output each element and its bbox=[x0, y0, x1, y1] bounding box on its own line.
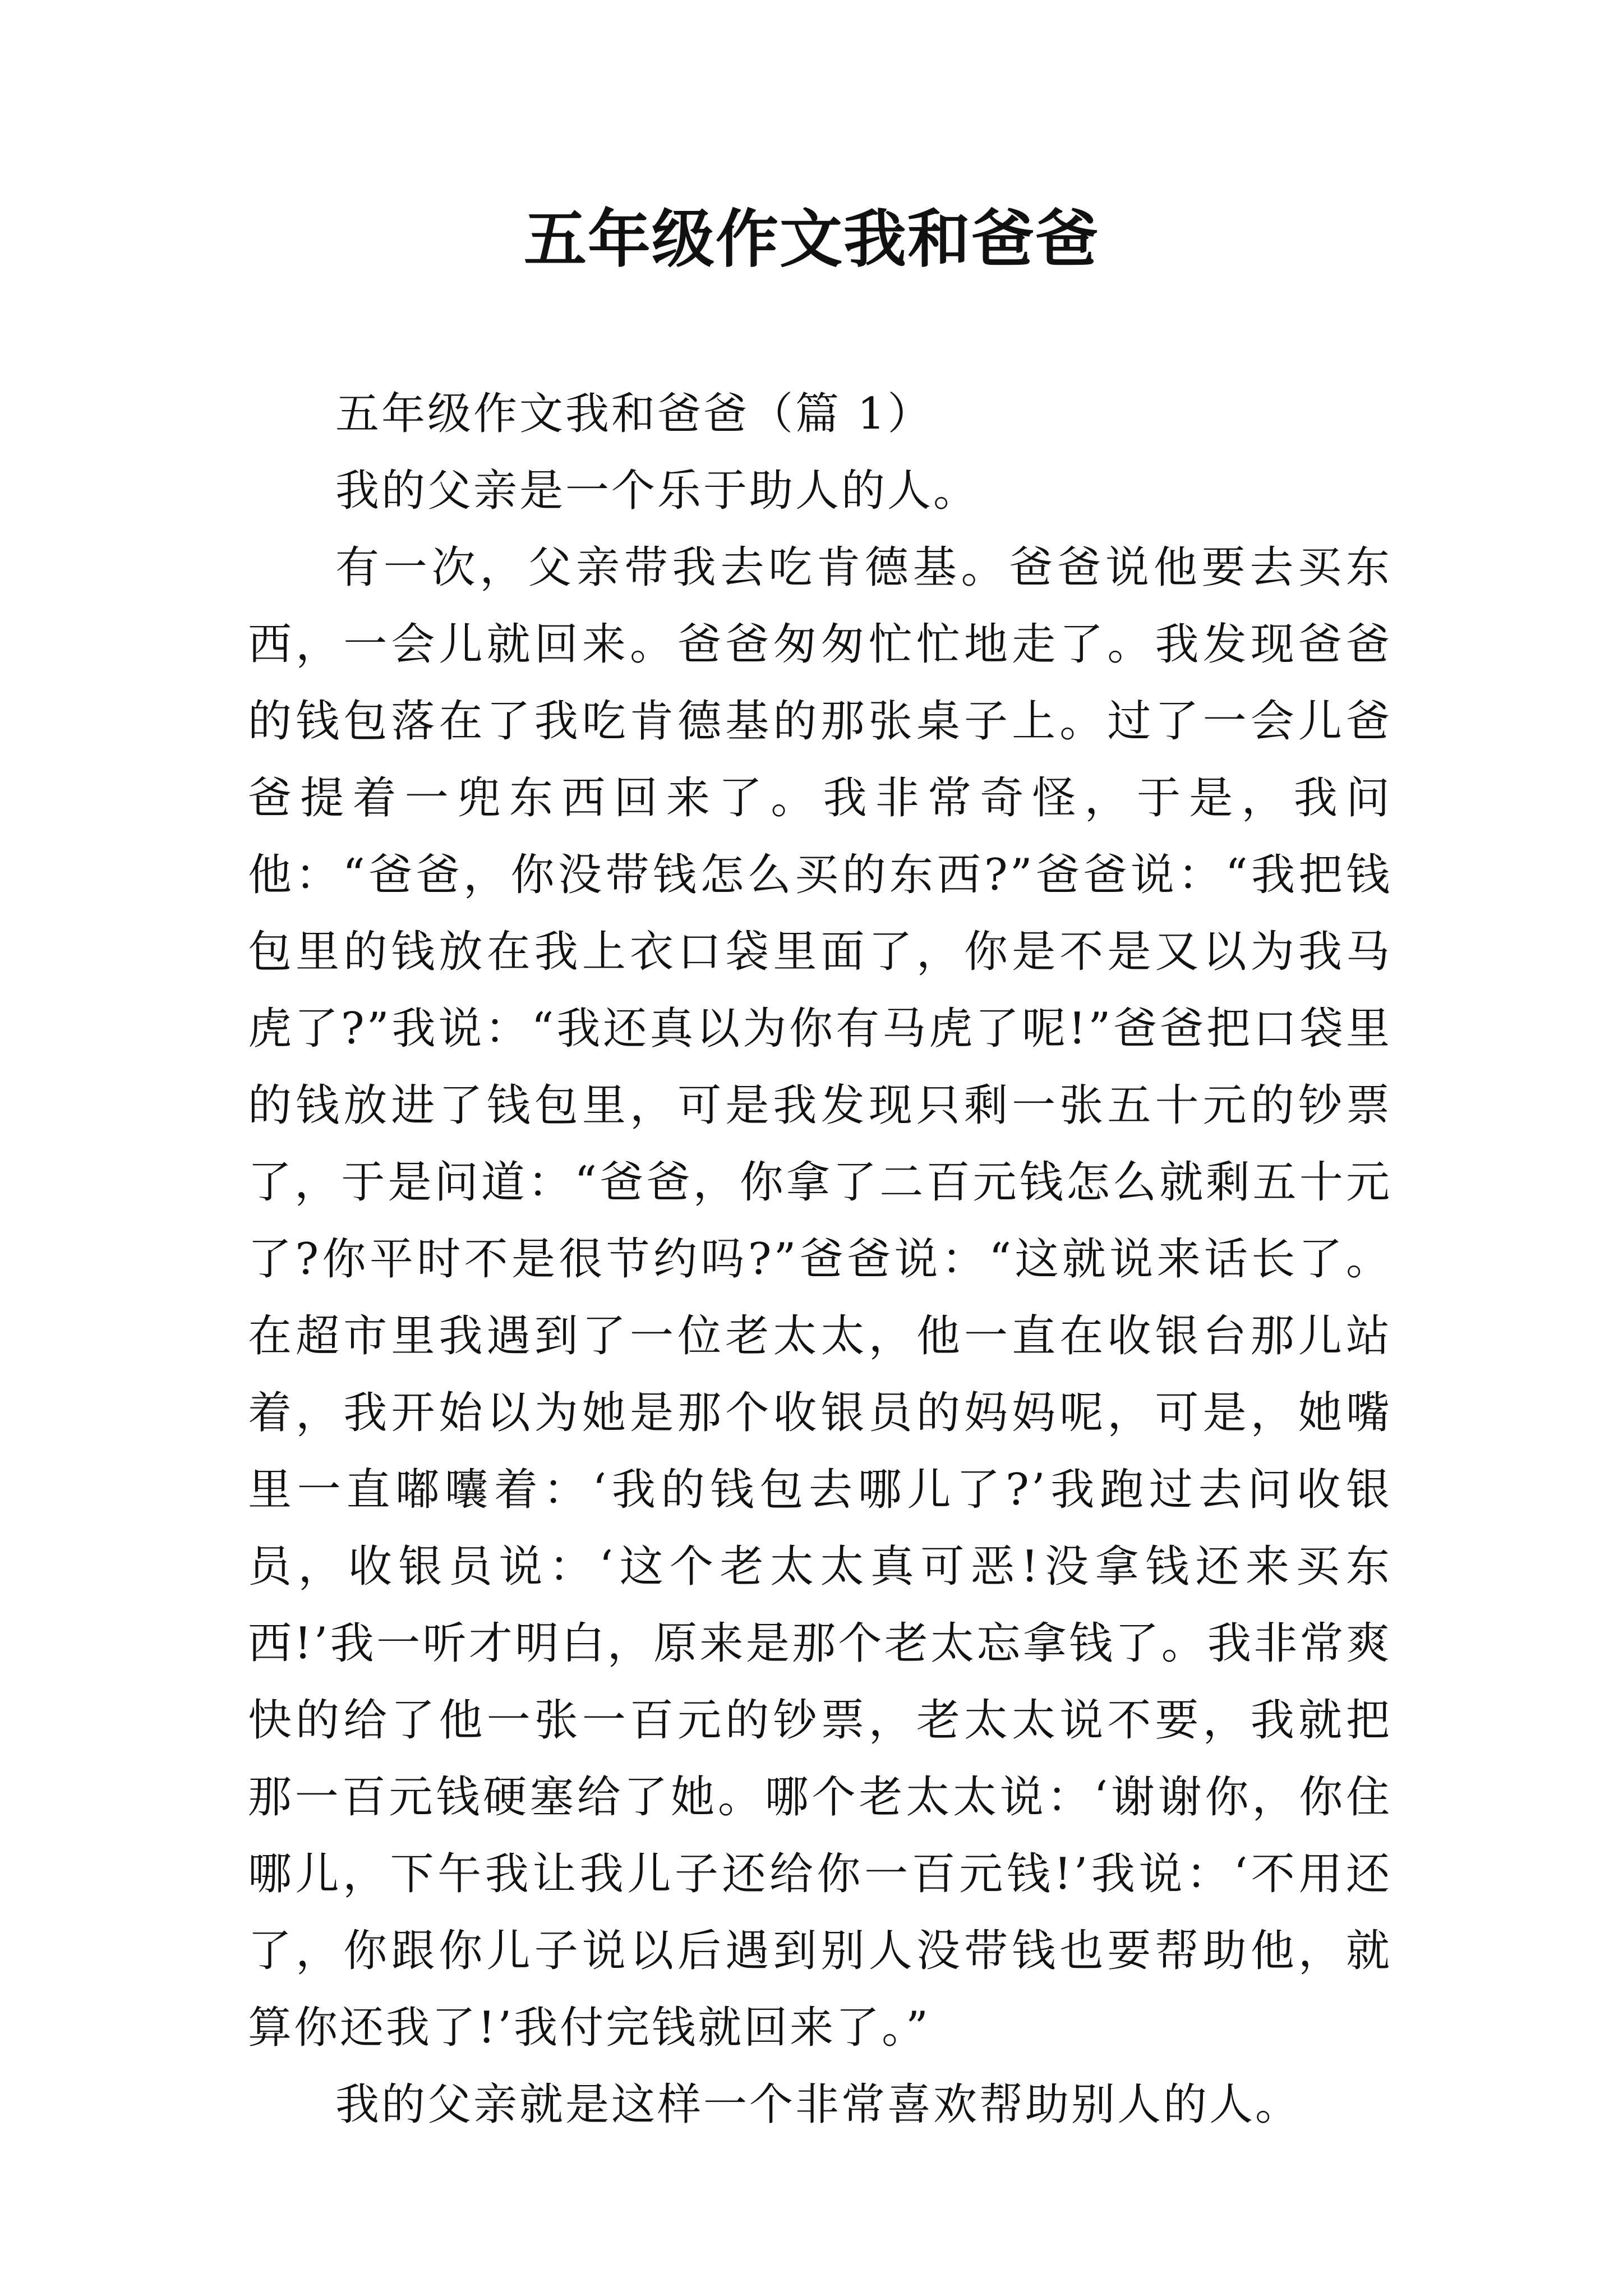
paragraph: 有一次，父亲带我去吃肯德基。爸爸说他要去买东西，一会儿就回来。爸爸匆匆忙忙地走了。我发现爸爸的钱包落在了我吃肯德基的那张桌子上。过了一会儿爸爸提着一兜东西回来了。我非常奇怪，于是，我问他：“爸爸，你没带钱怎么买的东西?”爸爸说：“我把钱包里的钱放在我上衣口袋里面了，你是不是又以为我马虎了?”我说：“我还真以为你有马虎了呢!”爸爸把口袋里的钱放进了钱包里，可是我发现只剩一张五十元的钞票了，于是问道：“爸爸，你拿了二百元钱怎么就剩五十元了?你平时不是很节约吗?”爸爸说：“这就说来话长了。在超市里我遇到了一位老太太，他一直在收银台那儿站着，我开始以为她是那个收银员的妈妈呢，可是，她嘴里一直嘟囔着：‘我的钱包去哪儿了?’我跑过去问收银员，收银员说：‘这个老太太真可恶!没拿钱还来买东西!’我一听才明白，原来是那个老太忘拿钱了。我非常爽快的给了他一张一百元的钞票，老太太说不要，我就把那一百元钱硬塞给了她。哪个老太太说：‘谢谢你，你住哪儿，下午我让我儿子还给你一百元钱!’我说：‘不用还了，你跟你儿子说以后遇到别人没带钱也要帮助他，就算你还我了!’我付完钱就回来了。” bbox=[248, 542, 1392, 2053]
section-heading: 五年级作文我和爸爸（篇 1） bbox=[335, 389, 934, 439]
paragraph: 我的父亲就是这样一个非常喜欢帮助别人的人。 bbox=[335, 2079, 1302, 2130]
document-title: 五年级作文我和爸爸 bbox=[524, 203, 1099, 276]
document-body bbox=[248, 376, 1392, 2143]
paragraph: 我的父亲是一个乐于助人的人。 bbox=[335, 466, 980, 516]
